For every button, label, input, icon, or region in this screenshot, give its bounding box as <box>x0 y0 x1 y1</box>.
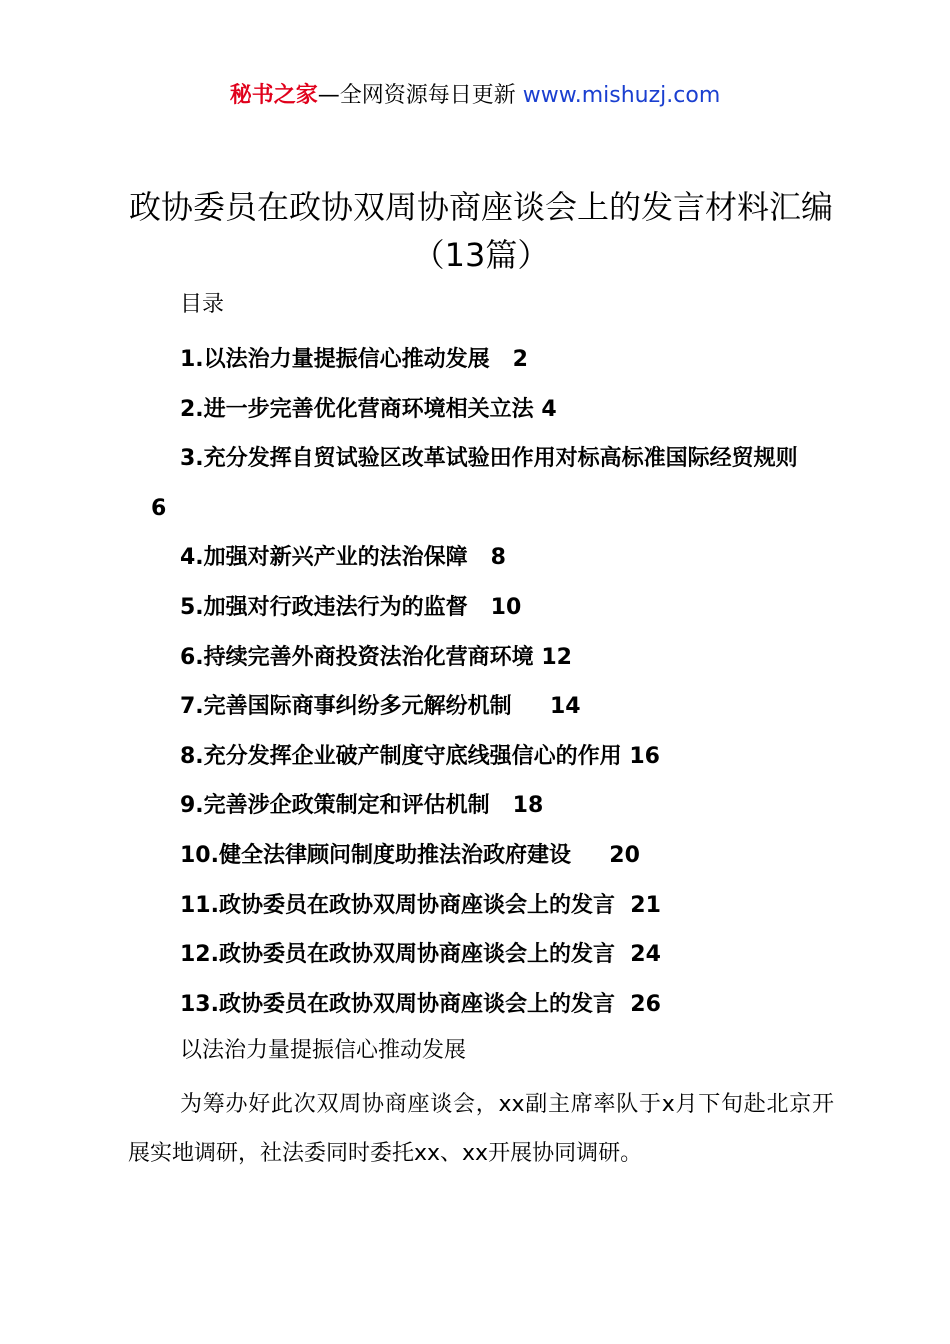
toc-item[interactable] <box>128 682 834 732</box>
toc-item[interactable] <box>128 980 834 1030</box>
toc-item[interactable] <box>128 335 834 385</box>
section-heading: 以法治力量提振信心推动发展 <box>180 1038 467 1063</box>
site-header <box>0 80 950 112</box>
toc-item[interactable] <box>128 633 834 683</box>
toc-item[interactable] <box>128 732 834 782</box>
toc-item-text: 10.健全法律顾问制度助推法治政府建设 <box>180 842 571 868</box>
toc-item-page: 4 <box>533 396 557 422</box>
toc-item-page: 2 <box>489 347 528 372</box>
toc-item[interactable] <box>128 930 834 980</box>
toc-item-text: 5.加强对行政违法行为的监督 <box>180 594 468 620</box>
toc-item-text: 13.政协委员在政协双周协商座谈会上的发言 <box>180 991 615 1017</box>
toc-item-text: 12.政协委员在政协双周协商座谈会上的发言 <box>180 942 615 968</box>
site-tagline: —全网资源每日更新 <box>317 83 516 108</box>
toc-item-text: 3.充分发挥自贸试验区改革试验田作用对标高标准国际经贸规则 <box>180 446 798 472</box>
toc-item-page: 26 <box>614 991 661 1017</box>
toc-item-page: 18 <box>489 793 544 819</box>
site-brand: 秘书之家 <box>229 83 318 108</box>
toc-item-text: 6.持续完善外商投资法治化营商环境 <box>180 644 534 670</box>
toc-item[interactable] <box>128 583 834 633</box>
toc-item-text: 8.充分发挥企业破产制度守底线强信心的作用 <box>180 743 622 769</box>
toc-item[interactable] <box>128 533 834 583</box>
toc-item-text: 11.政协委员在政协双周协商座谈会上的发言 <box>180 892 615 918</box>
toc-item[interactable] <box>128 881 834 931</box>
toc-label: 目录 <box>180 292 225 317</box>
body-paragraph: 为筹办好此次双周协商座谈会，xx副主席率队于x月下旬赴北京开展实地调研，社法委同时委托xx、xx开展协同调研。 <box>128 1092 834 1166</box>
toc-item-page: 14 <box>511 694 581 720</box>
toc-item-page: 20 <box>570 842 640 868</box>
toc-item[interactable] <box>128 781 834 831</box>
toc-item-page: 10 <box>467 594 522 620</box>
toc-item[interactable] <box>128 385 834 435</box>
toc-item-text: 7.完善国际商事纠纷多元解纷机制 <box>180 694 512 720</box>
toc-item-page: 6 <box>128 495 167 521</box>
toc-item[interactable] <box>128 831 834 881</box>
toc-item-page: 24 <box>614 942 661 968</box>
toc-item-text: 4.加强对新兴产业的法治保障 <box>180 545 468 571</box>
site-url-link[interactable]: www.mishuzj.com <box>522 83 721 108</box>
toc-item-text: 1.以法治力量提振信心推动发展 <box>180 347 490 372</box>
toc-item-text: 2.进一步完善优化营商环境相关立法 <box>180 396 534 422</box>
document-title: 政协委员在政协双周协商座谈会上的发言材料汇编（13篇） <box>128 188 833 274</box>
toc-item[interactable] <box>128 434 834 533</box>
toc-item-page: 8 <box>467 545 506 571</box>
toc-item-text: 9.完善涉企政策制定和评估机制 <box>180 793 490 819</box>
toc-item-page: 21 <box>614 892 661 918</box>
toc-item-page: 12 <box>533 644 572 670</box>
toc-item-page: 16 <box>621 743 660 769</box>
table-of-contents <box>128 335 834 1029</box>
